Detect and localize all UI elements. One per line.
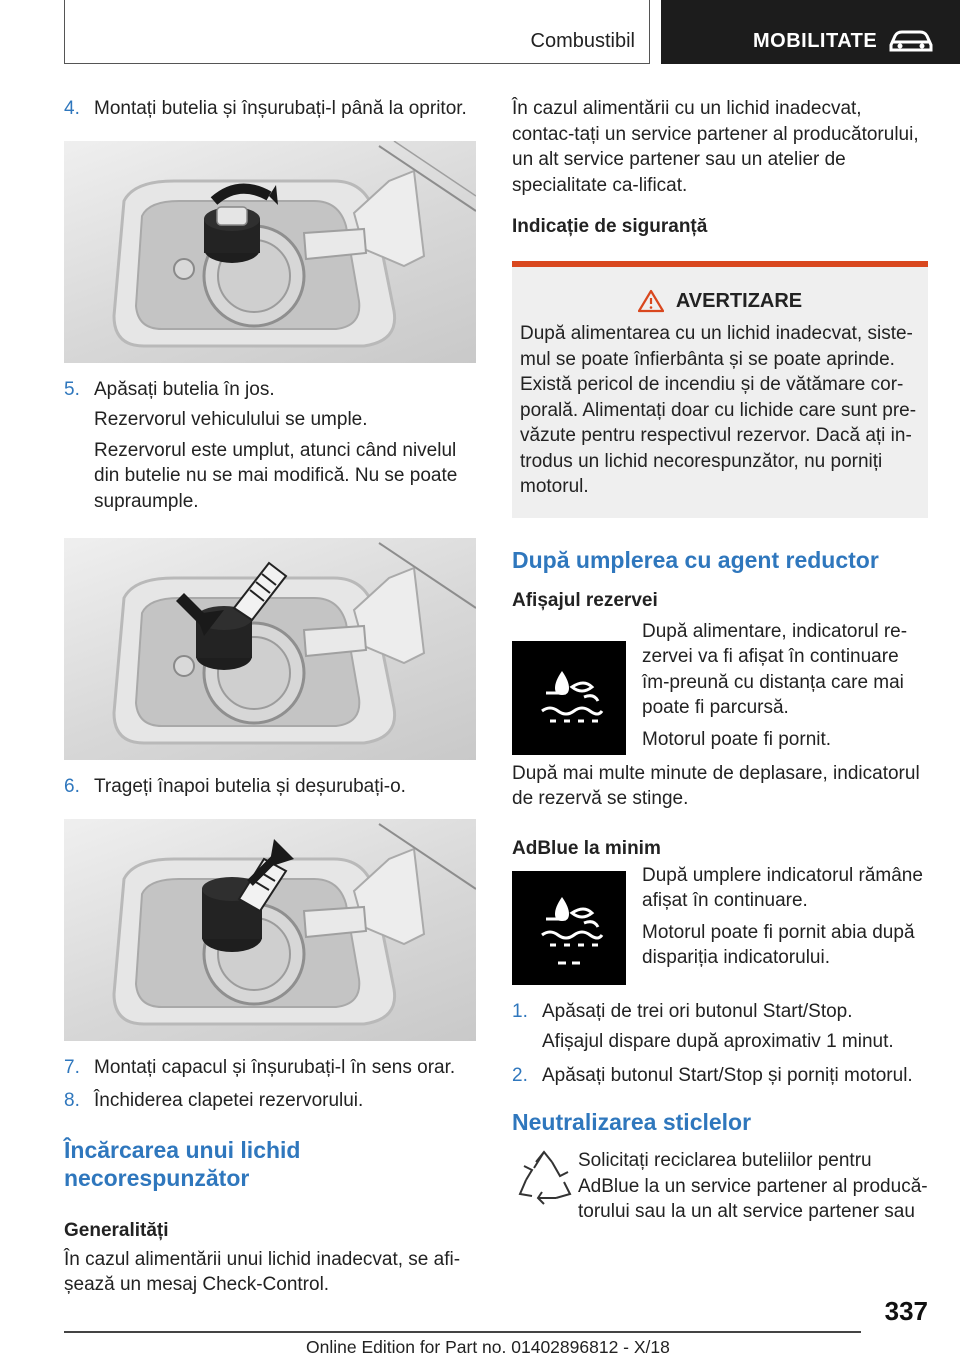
step-5: [64, 377, 476, 403]
neutralize-text: Solicitați reciclarea buteliilor pentru AdBlue la un service partener al producă-torului sau la un alt service partener sau: [578, 1150, 928, 1222]
photo-unscrew-bottle: [64, 819, 476, 1041]
footer-divider: [64, 1331, 861, 1333]
reserve-engine-note: Motorul poate fi pornit.: [642, 728, 832, 750]
section-heading-neutralize: Neutralizarea sticlelor: [512, 1109, 752, 1135]
min-description: După umplere indicatorul rămâne afișat în continuare.: [642, 864, 923, 911]
step-number: 5.: [64, 378, 80, 400]
step-4: [64, 96, 476, 122]
header-chapter-tab: [661, 0, 960, 64]
warning-triangle-icon: [638, 289, 664, 313]
min-indicator-row: [512, 863, 928, 985]
min-indicator-text: [626, 863, 928, 985]
step-text: Apăsați butonul Start/Stop și porniți motorul.: [542, 1064, 913, 1086]
safety-heading: Indicație de siguranță: [512, 216, 708, 237]
warning-header: [520, 289, 920, 313]
step-8: [64, 1088, 476, 1114]
step-number: 7.: [64, 1056, 80, 1078]
general-text: În cazul alimentării unui lichid inadecvat, se afi-șează un mesaj Check-Control.: [64, 1248, 461, 1295]
step-text: Apăsați butelia în jos.: [94, 378, 275, 400]
left-column: [64, 96, 476, 1298]
step-1: [512, 999, 928, 1025]
step-text: Trageți înapoi butelia și deșurubați-o.: [94, 776, 406, 797]
photo-mount-bottle: [64, 141, 476, 363]
step-number: 6.: [64, 776, 80, 797]
adblue-indicator-icon: [512, 641, 626, 755]
step-number: 2.: [512, 1064, 528, 1086]
footer-edition: Online Edition for Part no. 01402896812 - X/18: [306, 1337, 670, 1357]
min-engine-note: Motorul poate fi pornit abia după dispariția indicatorului.: [642, 921, 915, 968]
page-number: 337: [884, 1296, 928, 1326]
header-section-title: Combustibil: [530, 30, 635, 52]
reserve-after-text: După mai multe minute de deplasare, indicatorul de rezervă se stinge.: [512, 762, 920, 809]
step-6: [64, 774, 476, 800]
warning-box: [512, 261, 928, 518]
reserve-description: După alimentare, indicatorul re-zervei va fi afișat în continuare îm-preună cu distanța care mai poate fi parcursă.: [642, 620, 908, 718]
reserve-indicator-text: [626, 619, 928, 755]
step-2: [512, 1063, 928, 1089]
step-number: 8.: [64, 1090, 80, 1111]
reserve-indicator-row: [512, 619, 928, 755]
section-heading-after-refill: După umplerea cu agent reductor: [512, 546, 879, 573]
step-1-note: Afișajul dispare după aproximativ 1 minut.: [542, 1031, 894, 1052]
car-icon: [887, 28, 935, 54]
recycle-row: [512, 1148, 928, 1225]
subheading-adblue-min: AdBlue la minim: [512, 837, 661, 859]
step-7: [64, 1055, 476, 1081]
step-text: Apăsați de trei ori butonul Start/Stop.: [542, 1000, 853, 1022]
step-text: Montați butelia și înșurubați-l până la opritor.: [94, 98, 467, 119]
header-section-box: [64, 0, 650, 64]
subheading-general: Generalități: [64, 1219, 169, 1241]
warning-title: AVERTIZARE: [675, 289, 803, 312]
step-text: Montați capacul și înșurubați-l în sens orar.: [94, 1056, 456, 1078]
adblue-min-indicator-icon: [512, 871, 626, 985]
intro-text: În cazul alimentării cu un lichid inadecvat, contac-tați un service partener al producătorului, un alt service partener sau un atelier de specialitate ca-lificat.: [512, 98, 919, 196]
section-heading-wrong-liquid: Încărcarea unui lichid necorespunzător: [64, 1136, 301, 1191]
subheading-reserve: Afișajul rezervei: [512, 589, 658, 611]
step-5-note-2: Rezervorul este umplut, atunci când nivelul din butelie nu se mai modifică. Nu se poate supraumple.: [94, 439, 458, 512]
photo-press-bottle: [64, 538, 476, 760]
right-column: [512, 96, 928, 1225]
step-5-note-1: Rezervorul vehiculului se umple.: [94, 409, 368, 430]
header-chapter-title: MOBILITATE: [753, 30, 878, 52]
step-number: 1.: [512, 1000, 528, 1022]
step-text: Închiderea clapetei rezervorului.: [94, 1090, 364, 1111]
step-number: 4.: [64, 98, 80, 119]
warning-text: După alimentarea cu un lichid inadecvat, siste-mul se poate înfierbânta și se poate aprinde. Există pericol de incendiu și de vătămare cor-porală. Alimentați doar cu lichide care sunt pre-văzute pentru respectivul rezervor. Dacă ați in-trodus un lichid necorespunzător, nu porniți motorul.: [520, 323, 917, 497]
recycle-icon: [512, 1148, 578, 1208]
